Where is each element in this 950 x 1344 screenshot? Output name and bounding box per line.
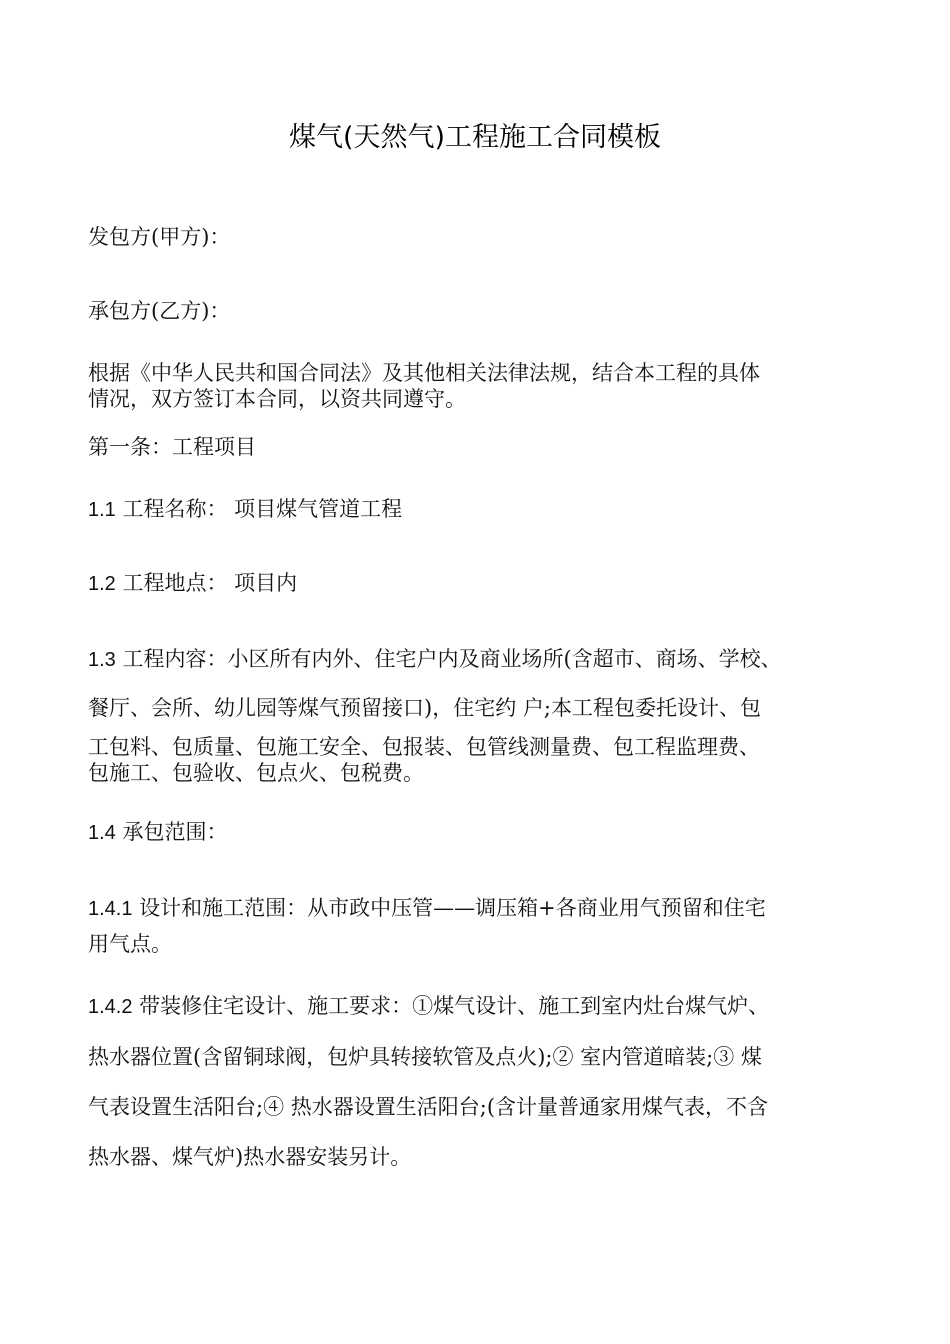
preamble-line: 根据《中华人民共和国合同法》及其他相关法律法规，结合本工程的具体: [88, 361, 760, 385]
clause-text: 承包范围：: [115, 820, 228, 844]
clause-text: 工程名称： 项目煤气管道工程: [115, 497, 403, 521]
clause-text: 带装修住宅设计、施工要求：①煤气设计、施工到室内灶台煤气炉、: [132, 994, 770, 1018]
clause-line: 餐厅、会所、幼儿园等煤气预留接口)，住宅约 户;本工程包委托设计、包: [88, 696, 761, 720]
article-1-heading: 第一条：工程项目: [88, 435, 256, 459]
party-a-line: 发包方(甲方)：: [88, 225, 231, 249]
clause-line: 热水器位置(含留铜球阀，包炉具转接软管及点火);② 室内管道暗装;③ 煤: [88, 1045, 762, 1069]
document-title: 煤气(天然气)工程施工合同模板: [288, 122, 662, 153]
clause-line: 气表设置生活阳台;④ 热水器设置生活阳台;(含计量普通家用煤气表，不含: [88, 1095, 769, 1119]
clause-line: 工包料、包质量、包施工安全、包报装、包管线测量费、包工程监理费、: [88, 735, 760, 759]
clause-number: 1.2: [88, 573, 116, 595]
clause-1-4: [88, 817, 878, 848]
preamble-line: 情况，双方签订本合同，以资共同遵守。: [88, 387, 466, 411]
party-b-line: 承包方(乙方)：: [88, 299, 231, 323]
clause-line: 用气点。: [88, 932, 172, 956]
clause-line: 包施工、包验收、包点火、包税费。: [88, 761, 424, 785]
clause-number: 1.1: [88, 499, 116, 521]
clause-line: 热水器、煤气炉)热水器安装另计。: [88, 1145, 412, 1169]
clause-1-1: [88, 494, 878, 525]
clause-1-2: [88, 568, 878, 599]
clause-number: 1.4: [88, 822, 116, 844]
clause-line: [88, 991, 878, 1022]
clause-number: 1.4.1: [88, 898, 133, 920]
clause-line: [88, 644, 878, 675]
clause-text: 工程地点： 项目内: [115, 571, 298, 595]
clause-text: 工程内容：小区所有内外、住宅户内及商业场所(含超市、商场、学校、: [115, 647, 782, 671]
clause-number: 1.4.2: [88, 996, 133, 1018]
clause-number: 1.3: [88, 649, 116, 671]
clause-line: [88, 893, 878, 924]
clause-text: 设计和施工范围：从市政中压管——调压箱+各商业用气预留和住宅: [132, 896, 766, 920]
